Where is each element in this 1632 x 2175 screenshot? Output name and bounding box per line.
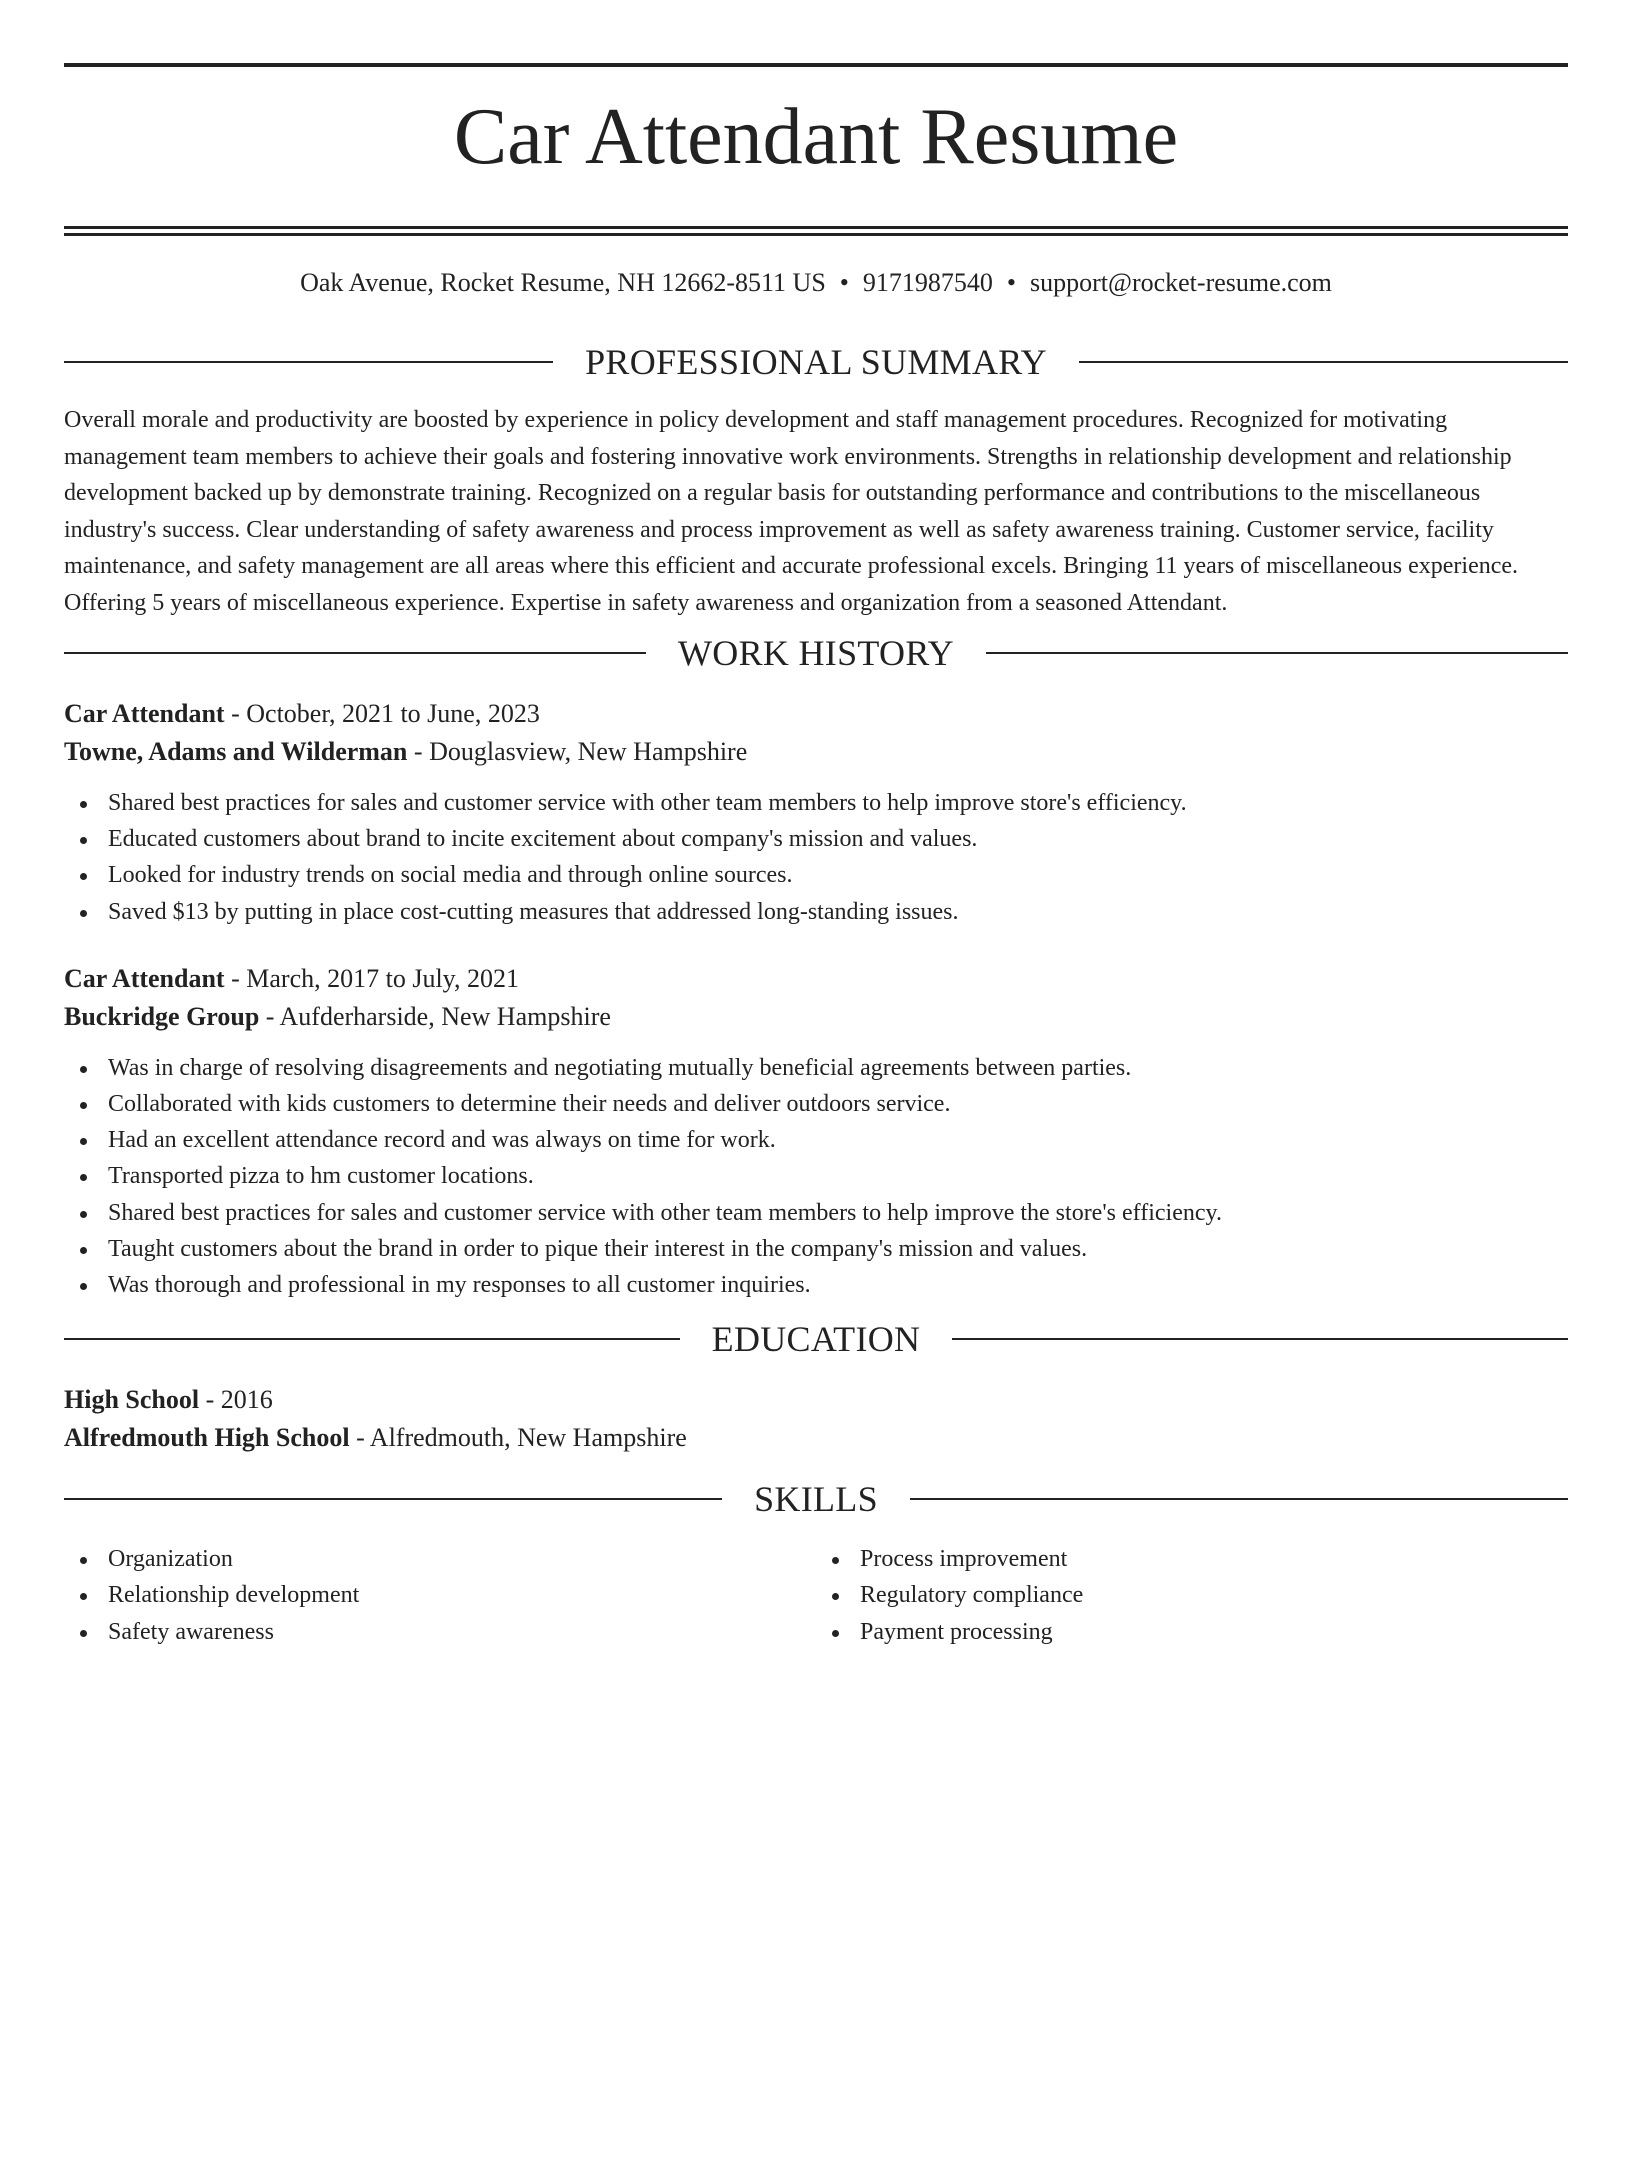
job-entry [64,695,1568,930]
skill-item: Safety awareness [64,1614,816,1650]
top-rule [64,63,1568,67]
contact-line [64,268,1568,298]
skill-item: Regulatory compliance [816,1577,1568,1613]
email: support@rocket-resume.com [1030,268,1332,297]
summary-text: Overall morale and productivity are boosted by experience in policy development and staff management procedures. Recognized for motivating management team members to achieve their goals and fostering innovative work environments. Strengths in relationship development and relationship development backed up by demonstrate training. Recognized on a regular basis for outstanding performance and contributions to the miscellaneous industry's success. Clear understanding of safety awareness and process improvement as well as safety awareness training. Customer service, facility maintenance, and safety management are all areas where this efficient and accurate professional excels. Bringing 11 years of miscellaneous experience. Offering 5 years of miscellaneous experience. Expertise in safety awareness and organization from a seasoned Attendant. [64,407,1519,616]
heading-rule-right [952,1338,1568,1340]
separator-dot: • [839,268,849,297]
skill-item: Organization [64,1541,816,1577]
list-item: Had an excellent attendance record and was always on time for work. [64,1122,1568,1158]
skills-heading [64,1479,1568,1519]
work-heading [64,633,1568,673]
separator-dot: • [1006,268,1016,297]
skills-column-right [816,1541,1568,1650]
list-item: Collaborated with kids customers to determine their needs and deliver outdoors service. [64,1086,1568,1122]
list-item: Taught customers about the brand in order to pique their interest in the company's mission and values. [64,1231,1568,1267]
job-dates: - October, 2021 to June, 2023 [224,699,540,728]
education-heading [64,1319,1568,1359]
list-item: Was thorough and professional in my responses to all customer inquiries. [64,1267,1568,1303]
job-location: - Douglasview, New Hampshire [407,737,748,766]
job-title: Car Attendant [64,699,225,728]
job-company-line [64,733,1568,771]
heading-rule-left [64,1498,722,1500]
double-rule [64,226,1568,236]
job-company: Towne, Adams and Wilderman [64,737,408,766]
heading-rule-right [1079,361,1568,363]
heading-rule-left [64,361,553,363]
job-bullets [64,1050,1568,1303]
heading-rule-right [986,652,1568,654]
job-entry [64,960,1568,1303]
degree: High School [64,1385,200,1415]
skill-item: Process improvement [816,1541,1568,1577]
job-dates: - March, 2017 to July, 2021 [224,963,519,993]
heading-rule-left [64,1338,680,1340]
list-item: Shared best practices for sales and customer service with other team members to help improve store's efficiency. [64,785,1568,821]
degree-line [64,1381,1568,1419]
summary-heading [64,342,1568,382]
list-item: Saved $13 by putting in place cost-cutting measures that addressed long-standing issues. [64,894,1568,930]
phone: 9171987540 [862,268,993,297]
work-heading-label: WORK HISTORY [678,633,954,673]
skill-item: Relationship development [64,1577,816,1613]
address: Oak Avenue, Rocket Resume, NH 12662-8511 US [300,268,826,297]
job-title-line [64,960,1568,998]
graduation-year: - 2016 [199,1385,273,1415]
list-item: Was in charge of resolving disagreements and negotiating mutually beneficial agreements between parties. [64,1050,1568,1086]
job-title-line [64,695,1568,733]
job-company: Buckridge Group [64,1001,260,1031]
summary-heading-label: PROFESSIONAL SUMMARY [585,342,1047,382]
skills-heading-label: SKILLS [754,1479,878,1520]
resume-page [0,63,1632,2175]
list-item: Educated customers about brand to incite excitement about company's mission and values. [64,821,1568,857]
list-item: Shared best practices for sales and customer service with other team members to help improve the store's efficiency. [64,1195,1568,1231]
school-location: - Alfredmouth, New Hampshire [349,1423,687,1453]
school-line [64,1419,1568,1457]
job-title: Car Attendant [64,963,225,993]
job-bullets [64,785,1568,930]
school-name: Alfredmouth High School [64,1423,350,1453]
education-heading-label: EDUCATION [711,1319,921,1360]
education-entry [64,1381,1568,1457]
skills-column-left [64,1541,816,1650]
heading-rule-left [64,652,646,654]
list-item: Looked for industry trends on social media and through online sources. [64,857,1568,893]
job-location: - Aufderharside, New Hampshire [259,1001,611,1031]
skill-item: Payment processing [816,1614,1568,1650]
job-company-line [64,998,1568,1036]
page-title: Car Attendant Resume [453,93,1179,181]
list-item: Transported pizza to hm customer locations. [64,1158,1568,1194]
skills-grid [64,1541,1568,1650]
heading-rule-right [910,1498,1568,1500]
